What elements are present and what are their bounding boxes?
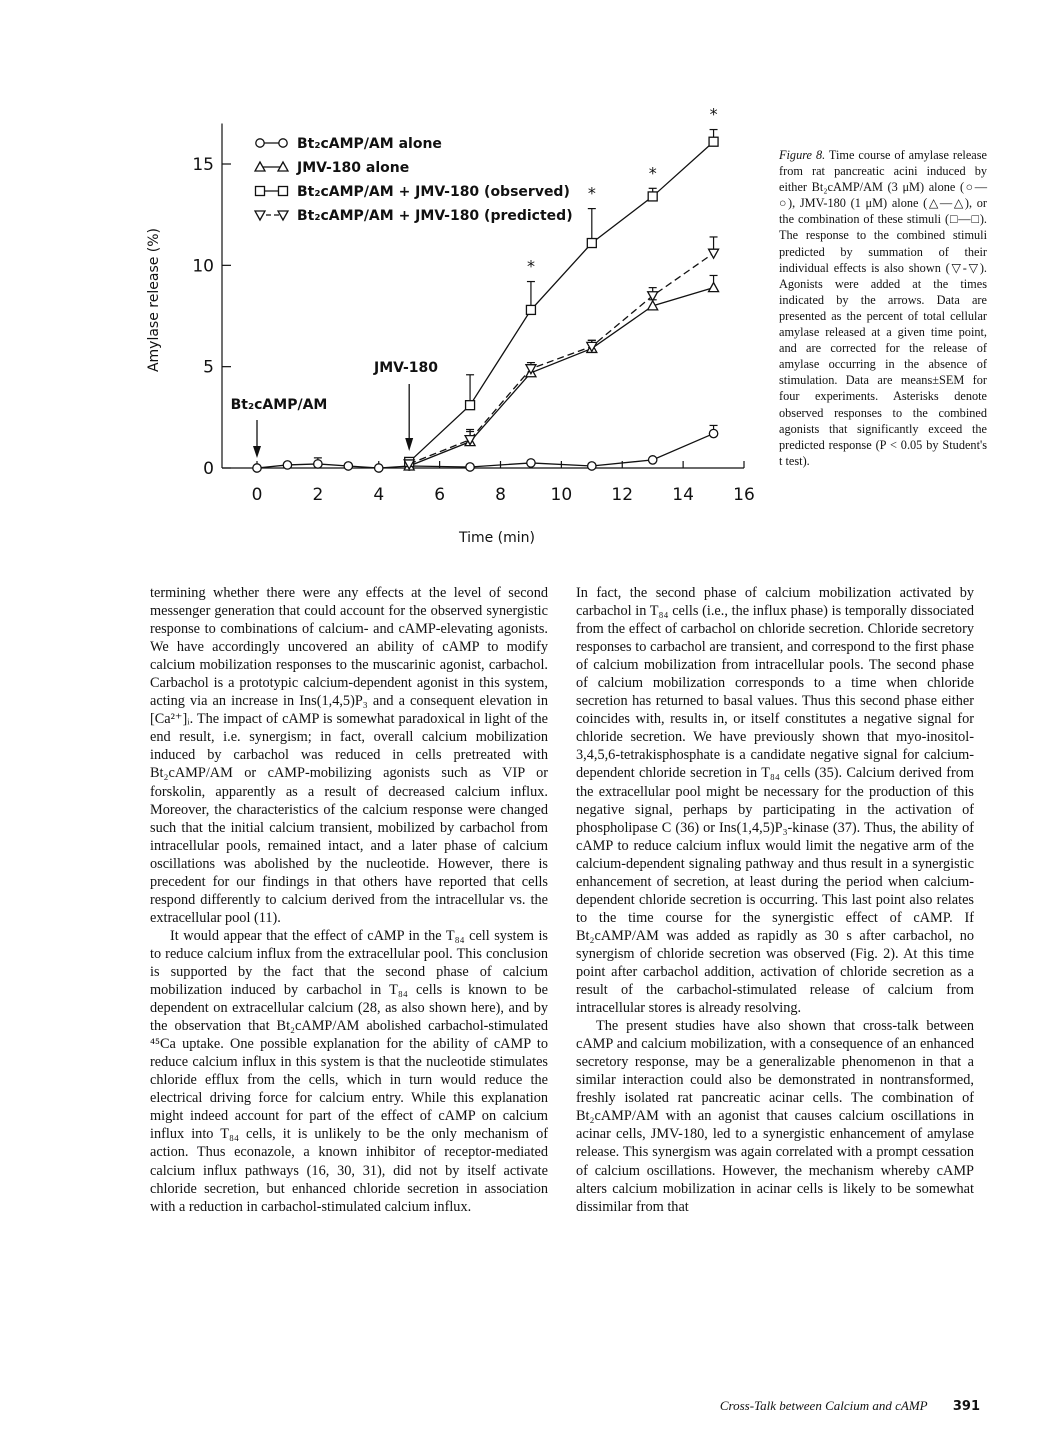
data-point xyxy=(709,249,719,258)
significance-asterisk: * xyxy=(709,104,718,124)
figure-caption xyxy=(779,147,987,469)
data-point xyxy=(587,239,596,248)
running-title: Cross-Talk between Calcium and cAMP xyxy=(719,1398,928,1413)
arrow-label: JMV-180 xyxy=(374,360,438,376)
data-point xyxy=(527,459,535,467)
caption-text: Time course of amylase release from rat pancreatic acini induced by either Bt₂cAMP/AM (3 μM) alone (○—○), JMV-180 (1 μM) alone (△—△), or the combination of these stimuli (□—□). The response to the combined stimuli predicted by summation of their individual effects is also shown (▽-▽). Agonists were added at the times indicated by the arrows. Data are presented as the percent of total cellular amylase released at a given time point, and are corrected for the release of amylase occurring in the absence of stimulation. Data are means±SEM for four experiments. Asterisks denote observed responses to the combined agonists that significantly exceed the predicted response (P < 0.05 by Student's t test). xyxy=(779,148,987,468)
arrow-head xyxy=(405,438,413,451)
legend-label: Bt₂cAMP/AM + JMV-180 (observed) xyxy=(297,184,570,200)
data-point xyxy=(375,464,383,472)
body-column-right xyxy=(576,584,974,1216)
series-line xyxy=(257,434,714,468)
series-triangle-up xyxy=(404,275,718,470)
y-tick-label: 0 xyxy=(203,459,214,479)
data-point xyxy=(256,139,264,147)
paragraph: It would appear that the effect of cAMP in the T₈₄ cell system is to reduce calcium influx from the extracellular pool. This conclusion is supported by the fact that the second phase of calcium mobilization induced by carbachol in T₈₄ cells is known to be dependent on extracellular calcium (28, as also shown here), and by the observation that Bt₂cAMP/AM abolished carbachol-stimulated ⁴⁵Ca uptake. One possible explanation for the ability of cAMP to reduce calcium influx in this system is that the nucleotide stimulates chloride efflux from the cells, which in turn would reduce the electrical driving force for calcium entry. While this explanation might indeed account for part of the effect of cAMP on calcium influx into T₈₄ cells, it is unlikely to be the only mechanism of action. Thus econazole, a known inhibitor of receptor-mediated calcium influx pathways (16, 30, 31), did not by itself activate chloride secretion, but enhanced chloride secretion in association with a reduction in carbachol-stimulated calcium influx. xyxy=(150,927,548,1215)
body-column-left xyxy=(150,584,548,1216)
data-point xyxy=(314,460,322,468)
y-axis-label: Amylase release (%) xyxy=(146,227,162,373)
legend-label: Bt₂cAMP/AM + JMV-180 (predicted) xyxy=(297,208,573,224)
significance-asterisk: * xyxy=(648,163,657,183)
y-tick-label: 5 xyxy=(203,357,214,378)
data-point xyxy=(648,456,656,464)
series-line xyxy=(409,288,713,466)
data-point xyxy=(466,463,474,471)
data-point xyxy=(709,283,719,292)
x-tick-label: 2 xyxy=(312,485,324,505)
x-tick-label: 16 xyxy=(733,485,755,505)
data-point xyxy=(279,139,287,147)
legend-label: Bt₂cAMP/AM alone xyxy=(297,136,442,152)
legend-entry xyxy=(256,136,442,152)
data-point xyxy=(588,462,596,470)
legend-label: JMV-180 alone xyxy=(297,160,410,176)
series-circle xyxy=(253,425,718,472)
data-point xyxy=(253,464,261,472)
paragraph: The present studies have also shown that cross-talk between cAMP and calcium mobilization, with a consequence of an enhanced secretory response, may be a generalizable phenomenon in that a similar interaction could also be demonstrated in nontransformed, freshly isolated rat pancreatic acinar cells. The combination of Bt₂cAMP/AM with an agonist that causes calcium oscillations in acinar cells, JMV-180, led to a synergistic enhancement of amylase release. This synergism was again correlated with a prompt cessation of calcium oscillations. However, the mechanism whereby cAMP alters calcium mobilization in acinar cells is likely to be somewhat dissimilar from that xyxy=(576,1018,974,1215)
data-point xyxy=(709,429,717,437)
data-point xyxy=(278,211,288,220)
data-point xyxy=(283,461,291,469)
x-tick-label: 12 xyxy=(611,485,634,505)
arrow-head xyxy=(253,446,261,458)
significance-asterisk: * xyxy=(587,183,596,203)
significance-asterisk: * xyxy=(526,256,535,276)
data-point xyxy=(344,462,352,470)
legend-entry xyxy=(255,160,409,176)
chart-legend xyxy=(255,136,573,224)
x-tick-label: 6 xyxy=(434,485,446,505)
legend-entry xyxy=(256,184,570,200)
series-triangle-down xyxy=(404,237,718,469)
y-tick-label: 15 xyxy=(192,155,214,175)
arrow-label: Bt₂cAMP/AM xyxy=(230,397,328,413)
data-point xyxy=(255,211,265,220)
x-tick-label: 14 xyxy=(672,485,694,505)
data-point xyxy=(526,305,535,314)
data-point xyxy=(648,192,657,201)
x-tick-label: 0 xyxy=(251,485,263,505)
data-point xyxy=(709,137,718,146)
paragraph: In fact, the second phase of calcium mobilization activated by carbachol in T₈₄ cells (i.e., the influx phase) is temporally dissociated from the effect of carbachol on chloride secretion. Chloride secretory responses to carbachol are transient, and correspond to the first phase of calcium mobilization from intracellular pools. The second phase of calcium mobilization corresponds to a time when chloride secretion has returned to basal values. Thus this second phase either coincides with, results in, or itself constitutes a negative signal for chloride secretion. We have previously shown that myo-inositol-3,4,5,6-tetrakisphosphate is a candidate negative signal for calcium-dependent chloride secretion in T₈₄ cells (35). Calcium derived from the extracellular pool might be necessary for the production of this negative signal, perhaps by participating in the activation of phospholipase C (36) or Ins(1,4,5)P₃-kinase (37). Thus, the ability of cAMP to reduce calcium influx would limit the negative arm of the calcium-dependent signaling pathway and thus result in a synergistic enhancement of secretion, at least during the period when calcium-dependent chloride secretion is occurring. This last point also relates to the time course for the synergistic effect of cAMP. If Bt₂cAMP/AM was added as rapidly as 30 s after carbachol, no synergism of chloride secretion was observed (Fig. 2). At this time point after carbachol addition, activation of chloride secretion as a result of the carbachol-stimulated release of calcium from intracellular stores is already resolving. xyxy=(576,585,974,1017)
x-tick-label: 8 xyxy=(495,485,506,505)
page-number: 391 xyxy=(952,1399,980,1414)
x-tick-label: 4 xyxy=(373,485,385,505)
data-point xyxy=(466,401,475,410)
paragraph: termining whether there were any effects at the level of second messenger generation that could account for the observed synergistic response to combinations of calcium- and cAMP-elevating agonists. We have accordingly uncovered an ability of cAMP to modify calcium mobilization responses to the muscarinic agonist, carbachol. Carbachol is a prototypic calcium-dependent agonist in this system, acting via an increase in Ins(1,4,5)P₃ and a consequent elevation in [Ca²⁺]ᵢ. The impact of cAMP is somewhat paradoxical in light of the end result, i.e. synergism; in fact, overall calcium mobilization induced by carbachol was reduced in cells pretreated with Bt₂cAMP/AM or cAMP-mobilizing agonists such as VIP or forskolin, apparently as a result of decreased calcium influx. Moreover, the characteristics of the calcium response were changed such that the initial calcium transient, mobilized by carbachol from intracellular pools, remained intact, and a later phase of calcium oscillations was abolished by the nucleotide. However, there is precedent for our findings in that others have reported that cells respond differently to calcium derived from the intracellular vs. the extracellular pool (11). xyxy=(150,585,548,926)
data-point xyxy=(526,365,536,374)
data-point xyxy=(256,187,265,196)
legend-entry xyxy=(255,208,573,224)
series-line xyxy=(409,253,713,464)
x-axis-label: Time (min) xyxy=(458,530,536,546)
data-point xyxy=(279,187,288,196)
caption-label: Figure 8. xyxy=(779,148,826,162)
page-footer xyxy=(600,1398,980,1414)
x-tick-label: 10 xyxy=(550,485,573,505)
y-tick-label: 10 xyxy=(192,256,214,277)
series-square xyxy=(405,130,718,467)
